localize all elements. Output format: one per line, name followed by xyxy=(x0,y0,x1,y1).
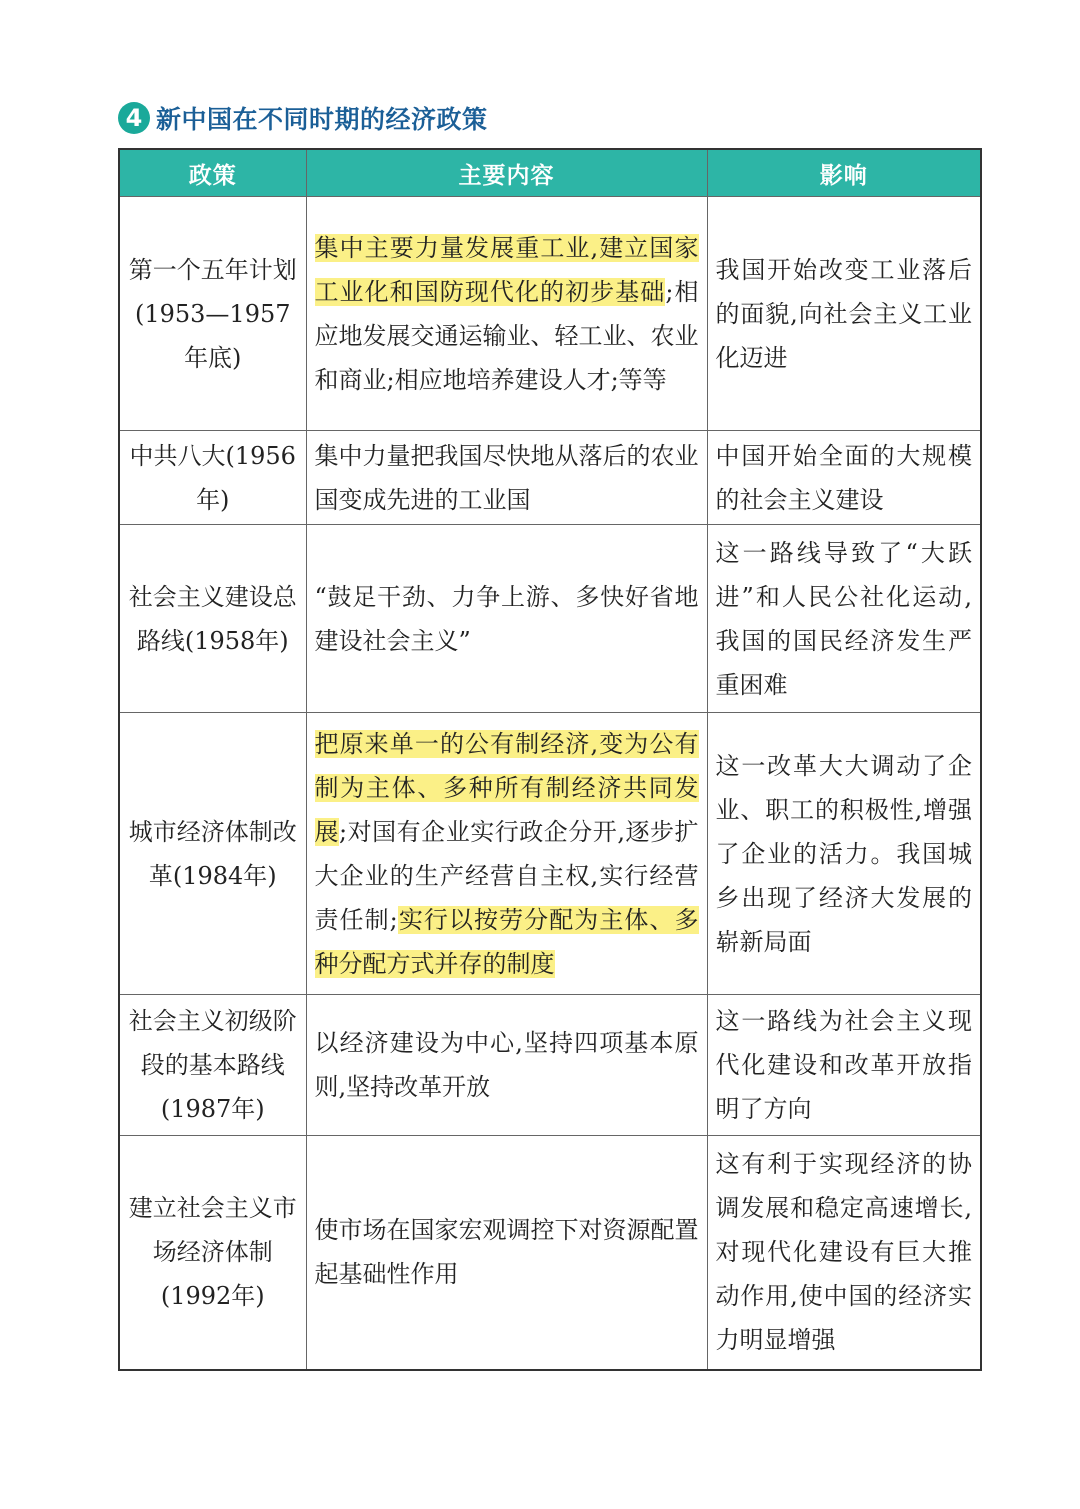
content-cell xyxy=(306,713,707,995)
content-cell xyxy=(306,197,707,431)
header-impact: 影响 xyxy=(707,149,981,197)
highlighted-text: 实行以按劳分配为主体、多种分配方式并存的制度 xyxy=(314,905,699,978)
highlighted-text: 集中主要力量发展重工业,建立国家工业化和国防现代化的初步基础 xyxy=(314,233,699,306)
content-cell xyxy=(306,525,707,713)
policy-cell: 中共八大(1956年) xyxy=(119,431,306,525)
policy-cell: 第一个五年计划(1953—1957年底) xyxy=(119,197,306,431)
content-text: ;对国有企业实行政企分开,逐步扩大企业的生产经营自主权,实行经营责任制; xyxy=(314,817,699,934)
impact-cell: 中国开始全面的大规模的社会主义建设 xyxy=(707,431,981,525)
impact-cell: 这一路线为社会主义现代化建设和改革开放指明了方向 xyxy=(707,995,981,1136)
policy-cell: 社会主义建设总路线(1958年) xyxy=(119,525,306,713)
table-header-row xyxy=(119,149,981,197)
content-cell xyxy=(306,431,707,525)
table-row xyxy=(119,713,981,995)
impact-cell: 这有利于实现经济的协调发展和稳定高速增长,对现代化建设有巨大推动作用,使中国的经济实力明显增强 xyxy=(707,1136,981,1370)
content-text: 使市场在国家宏观调控下对资源配置起基础性作用 xyxy=(314,1216,699,1289)
content-text: 以经济建设为中心,坚持四项基本原则,坚持改革开放 xyxy=(314,1029,699,1101)
impact-cell: 这一路线导致了“大跃进”和人民公社化运动,我国的国民经济发生严重困难 xyxy=(707,525,981,713)
content-text: 集中力量把我国尽快地从落后的农业国变成先进的工业国 xyxy=(314,441,699,514)
impact-cell: 这一改革大大调动了企业、职工的积极性,增强了企业的活力。我国城乡出现了经济大发展的崭新局面 xyxy=(707,713,981,995)
section-heading xyxy=(118,98,488,138)
table-row xyxy=(119,431,981,525)
policy-cell: 社会主义初级阶段的基本路线(1987年) xyxy=(119,995,306,1136)
section-title: 新中国在不同时期的经济政策 xyxy=(156,105,488,134)
table-row xyxy=(119,525,981,713)
header-policy: 政策 xyxy=(119,149,306,197)
content-text: ;相应地发展交通运输业、轻工业、农业和商业;相应地培养建设人才;等等 xyxy=(314,277,699,394)
header-content: 主要内容 xyxy=(306,149,707,197)
content-text: “鼓足干劲、力争上游、多快好省地建设社会主义” xyxy=(314,582,699,655)
table-row xyxy=(119,995,981,1136)
content-cell xyxy=(306,1136,707,1370)
table-row xyxy=(119,197,981,431)
policy-cell: 建立社会主义市场经济体制(1992年) xyxy=(119,1136,306,1370)
highlighted-text: 把原来单一的公有制经济,变为公有制为主体、多种所有制经济共同发展 xyxy=(314,729,699,846)
policy-table xyxy=(118,148,982,1371)
table-row xyxy=(119,1136,981,1370)
section-number-badge: 4 xyxy=(118,102,150,134)
policy-cell: 城市经济体制改革(1984年) xyxy=(119,713,306,995)
impact-cell: 我国开始改变工业落后的面貌,向社会主义工业化迈进 xyxy=(707,197,981,431)
content-cell xyxy=(306,995,707,1136)
